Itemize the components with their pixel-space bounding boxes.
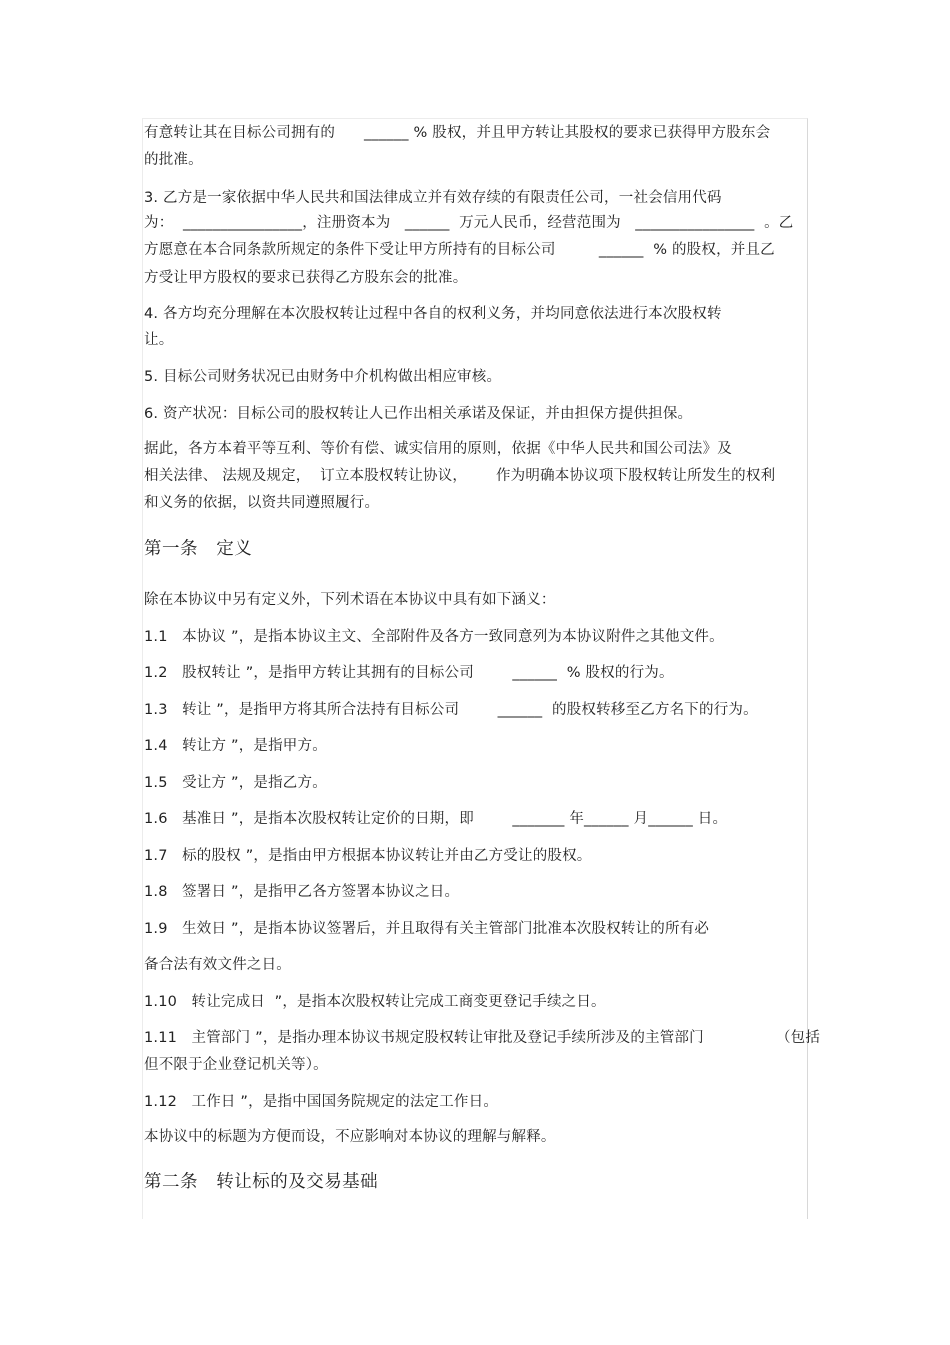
text-line: 让。 — [144, 332, 174, 348]
definition-item: 1.4 转让方 ”，是指甲方。 — [144, 738, 327, 754]
text-line: 的批准。 — [144, 152, 203, 168]
text-line: 据此，各方本着平等互利、等价有偿、诚实信用的原则，依据《中华人民共和国公司法》及 — [144, 441, 732, 457]
text-line: 相关法律、 法规及规定， 订立本股权转让协议， 作为明确本协议项下股权转让所发生的权利 — [144, 468, 776, 484]
text-line: 方愿意在本合同条款所规定的条件下受让甲方所持有的目标公司 ______ % 的股权，并且乙 — [144, 242, 775, 258]
definition-item: 1.7 标的股权 ”，是指由甲方根据本协议转让并由乙方受让的股权。 — [144, 848, 592, 864]
text-line: 方受让甲方股权的要求已获得乙方股东会的批准。 — [144, 270, 468, 286]
text-line: 5. 目标公司财务状况已由财务中介机构做出相应审核。 — [144, 369, 502, 385]
definition-item: 1.1 本协议 ”，是指本协议主文、全部附件及各方一致同意列为本协议附件之其他文件。 — [144, 629, 724, 645]
definition-item: 1.3 转让 ”，是指甲方将其所合法持有目标公司 ______ 的股权转移至乙方名下的行为。 — [144, 702, 758, 718]
section-heading: 第二条 转让标的及交易基础 — [144, 1172, 379, 1192]
definition-item: 1.2 股权转让 ”，是指甲方转让其拥有的目标公司 ______ % 股权的行为。 — [144, 665, 674, 681]
text-line: 但不限于企业登记机关等）。 — [144, 1057, 328, 1073]
text-line: 本协议中的标题为方便而设，不应影响对本协议的理解与解释。 — [144, 1129, 556, 1145]
text-line: 有意转让其在目标公司拥有的 ______ % 股权，并且甲方转让其股权的要求已获得甲方股东会 — [144, 125, 771, 141]
definition-item: 1.8 签署日 ”，是指甲乙各方签署本协议之日。 — [144, 884, 460, 900]
definition-item: 1.12 工作日 ”，是指中国国务院规定的法定工作日。 — [144, 1094, 499, 1110]
text-line: 4. 各方均充分理解在本次股权转让过程中各自的权利义务，并均同意依法进行本次股权转 — [144, 306, 722, 322]
text-line: 3. 乙方是一家依据中华人民共和国法律成立并有效存续的有限责任公司，一社会信用代码 — [144, 190, 722, 206]
text-line: 和义务的依据，以资共同遵照履行。 — [144, 495, 380, 511]
definition-item: 1.5 受让方 ”，是指乙方。 — [144, 775, 327, 791]
text-line: 为： ________________，注册资本为 ______ 万元人民币，经营范围为 ________________ 。乙 — [144, 215, 794, 231]
section-heading: 第一条 定义 — [144, 539, 253, 559]
text-line: 备合法有效文件之日。 — [144, 957, 291, 973]
definition-item: 1.6 基准日 ”，是指本次股权转让定价的日期，即 _______ 年______ 月______ 日。 — [144, 811, 728, 827]
text-line: 除在本协议中另有定义外，下列术语在本协议中具有如下涵义： — [144, 592, 556, 608]
definition-item: 1.11 主管部门 ”，是指办理本协议书规定股权转让审批及登记手续所涉及的主管部门 （包括 — [144, 1030, 821, 1046]
definition-item: 1.10 转让完成日 ”，是指本次股权转让完成工商变更登记手续之日。 — [144, 994, 606, 1010]
definition-item: 1.9 生效日 ”，是指本协议签署后，并且取得有关主管部门批准本次股权转让的所有必 — [144, 921, 710, 937]
text-line: 6. 资产状况：目标公司的股权转让人已作出相关承诺及保证，并由担保方提供担保。 — [144, 406, 693, 422]
